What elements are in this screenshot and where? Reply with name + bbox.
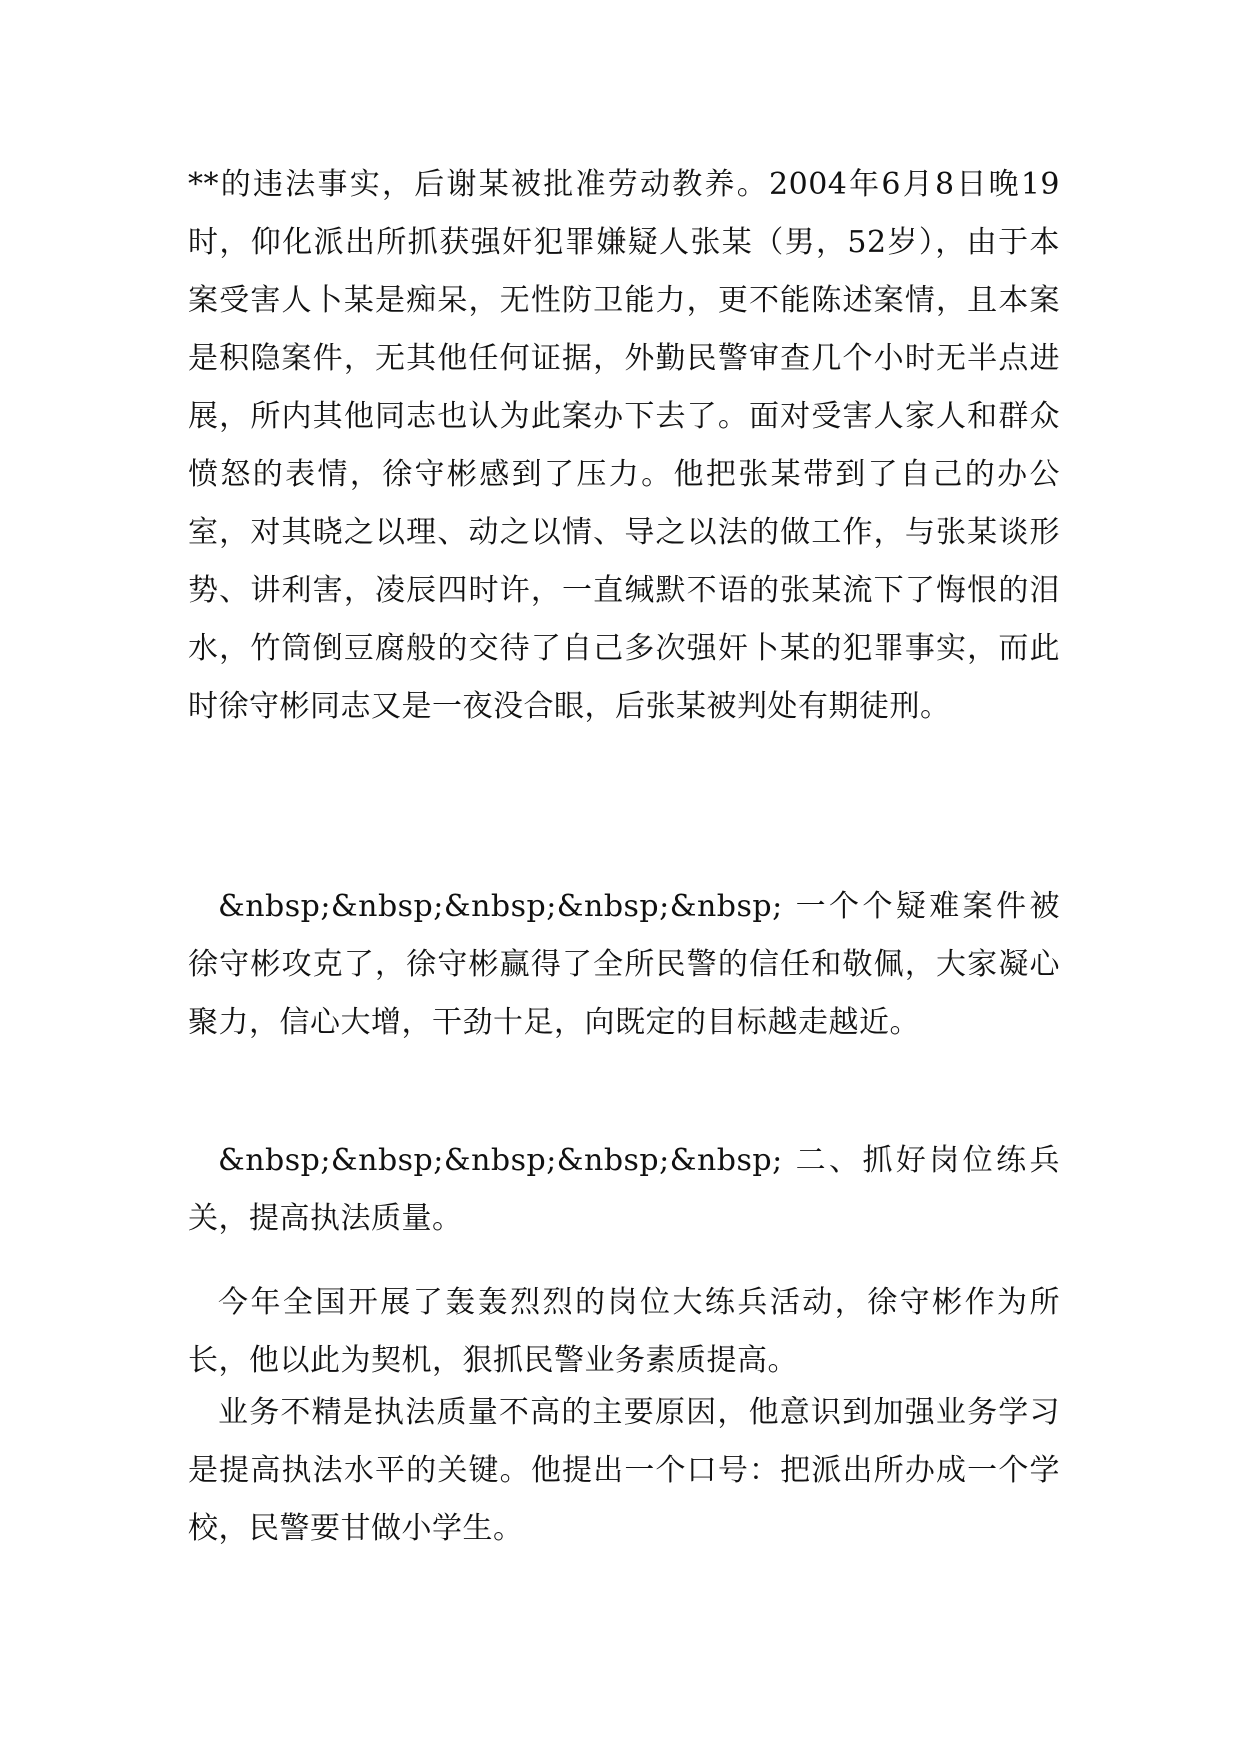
paragraph-study-slogan: 业务不精是执法质量不高的主要原因，他意识到加强业务学习是提高执法水平的关键。他提出一个口号：把派出所办成一个学校，民警要甘做小学生。 xyxy=(188,1395,1060,1546)
paragraph-section-heading: &nbsp;&nbsp;&nbsp;&nbsp;&nbsp; 二、抓好岗位练兵关，提高执法质量。 xyxy=(188,1143,1060,1236)
paragraph-training-campaign: 今年全国开展了轰轰烈烈的岗位大练兵活动，徐守彬作为所长，他以此为契机，狠抓民警业务素质提高。 xyxy=(188,1285,1060,1378)
paragraph-case-narrative: **的违法事实，后谢某被批准劳动教养。2004年6月8日晚19时，仰化派出所抓获强奸犯罪嫌疑人张某（男，52岁），由于本案受害人卜某是痴呆，无性防卫能力，更不能陈述案情，且本案是积隐案件，无其他任何证据，外勤民警审查几个小时无半点进展，所内其他同志也认为此案办下去了。面对受害人家人和群众愤怒的表情，徐守彬感到了压力。他把张某带到了自己的办公室，对其晓之以理、动之以情、导之以法的做工作，与张某谈形势、讲利害，凌辰四时许，一直缄默不语的张某流下了悔恨的泪水，竹筒倒豆腐般的交待了自己多次强奸卜某的犯罪事实，而此时徐守彬同志又是一夜没合眼，后张某被判处有期徒刑。 xyxy=(188,167,1060,724)
paragraph-cases-solved: &nbsp;&nbsp;&nbsp;&nbsp;&nbsp; 一个个疑难案件被徐守彬攻克了，徐守彬赢得了全所民警的信任和敬佩，大家凝心聚力，信心大增，干劲十足，向既定的目标越走越近。 xyxy=(188,889,1060,1040)
